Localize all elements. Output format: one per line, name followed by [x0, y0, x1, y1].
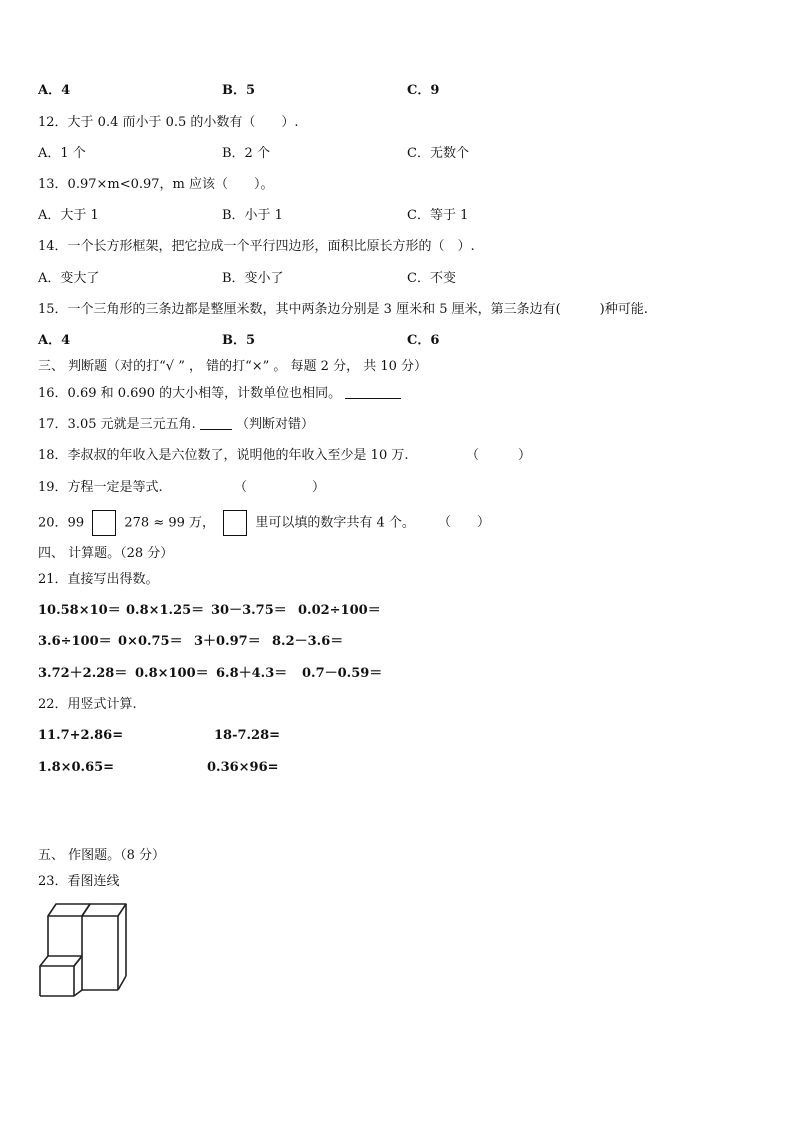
section-5-title: 五、 作图题。（8 分）: [38, 848, 166, 863]
option-c: C．等于 1: [407, 208, 469, 223]
option-a: A．1 个: [38, 146, 86, 161]
question-22: 22．用竖式计算.: [38, 697, 137, 712]
question-19: 19．方程一定是等式.: [38, 480, 163, 495]
calc-item: 11.7+2.86=: [38, 728, 124, 743]
question-23: 23．看图连线: [38, 874, 120, 889]
question-17-tail: （判断对错）: [236, 417, 315, 432]
answer-blank[interactable]: [345, 386, 401, 399]
question-17: [38, 416, 314, 434]
option-b: B．5: [222, 83, 256, 98]
question-18-text: 18．李叔叔的年收入是六位数了，说明他的年收入至少是 10 万.: [38, 448, 409, 463]
question-21: 21．直接写出得数。: [38, 572, 159, 587]
question-20: [38, 510, 415, 537]
calc-item: 18-7.28=: [214, 728, 281, 743]
calc-item: 3＋0.97＝: [194, 634, 261, 649]
cube-figure: [38, 900, 134, 1000]
section-4-title: 四、 计算题。（28 分）: [38, 546, 174, 561]
answer-paren[interactable]: （ ）: [438, 515, 491, 530]
option-a: A．4: [38, 333, 71, 348]
question-20-mid: 278 ≈ 99 万，: [124, 515, 216, 531]
option-c: C．不变: [407, 271, 456, 286]
fill-box[interactable]: [223, 510, 247, 536]
option-b: B．小于 1: [222, 208, 283, 223]
calc-item: 8.2－3.6＝: [272, 634, 344, 649]
answer-paren[interactable]: （ ）: [466, 448, 532, 463]
option-b: B．变小了: [222, 271, 284, 286]
calc-item: 3.72＋2.28＝: [38, 666, 128, 681]
option-a: A．大于 1: [38, 208, 99, 223]
calc-item: 10.58×10＝: [38, 603, 121, 618]
option-b: B．2 个: [222, 146, 270, 161]
question-13: 13．0.97×m<0.97，m 应该（ ）。: [38, 177, 274, 192]
question-20-num: 20．99: [38, 515, 85, 531]
option-c: C．9: [407, 83, 440, 98]
calc-item: 3.6÷100＝: [38, 634, 112, 649]
option-c: C．6: [407, 333, 440, 348]
fill-box[interactable]: [92, 510, 116, 536]
option-a: A．4: [38, 83, 71, 98]
answer-blank[interactable]: [200, 417, 232, 430]
section-3-title: 三、 判断题（对的打“√ ” ， 错的打“×” 。 每题 2 分， 共 10 分）: [38, 359, 428, 374]
calc-item: 1.8×0.65=: [38, 760, 115, 775]
question-20-end: 里可以填的数字共有 4 个。: [255, 515, 415, 531]
answer-paren[interactable]: （ ）: [234, 480, 326, 495]
question-12: 12．大于 0.4 而小于 0.5 的小数有（ ）.: [38, 115, 299, 130]
calc-item: 0.36×96=: [207, 760, 279, 775]
question-18: [38, 447, 408, 465]
calc-item: 0.8×100＝: [135, 666, 209, 681]
calc-item: 30－3.75＝: [211, 603, 287, 618]
calc-item: 0.7－0.59＝: [302, 666, 383, 681]
question-15: 15．一个三角形的三条边都是整厘米数，其中两条边分别是 3 厘米和 5 厘米，第三条边有( )种可能.: [38, 302, 648, 317]
question-14: 14．一个长方形框架，把它拉成一个平行四边形，面积比原长方形的（ ）.: [38, 239, 475, 254]
calc-item: 6.8＋4.3＝: [216, 666, 288, 681]
question-17-text: 17．3.05 元就是三元五角.: [38, 417, 196, 432]
option-c: C．无数个: [407, 146, 469, 161]
question-16-text: 16．0.69 和 0.690 的大小相等，计数单位也相同。: [38, 386, 342, 401]
calc-item: 0.8×1.25＝: [126, 603, 205, 618]
calc-item: 0.02÷100＝: [298, 603, 381, 618]
question-16: [38, 385, 401, 403]
option-b: B．5: [222, 333, 256, 348]
option-a: A．变大了: [38, 271, 100, 286]
calc-item: 0×0.75＝: [118, 634, 183, 649]
